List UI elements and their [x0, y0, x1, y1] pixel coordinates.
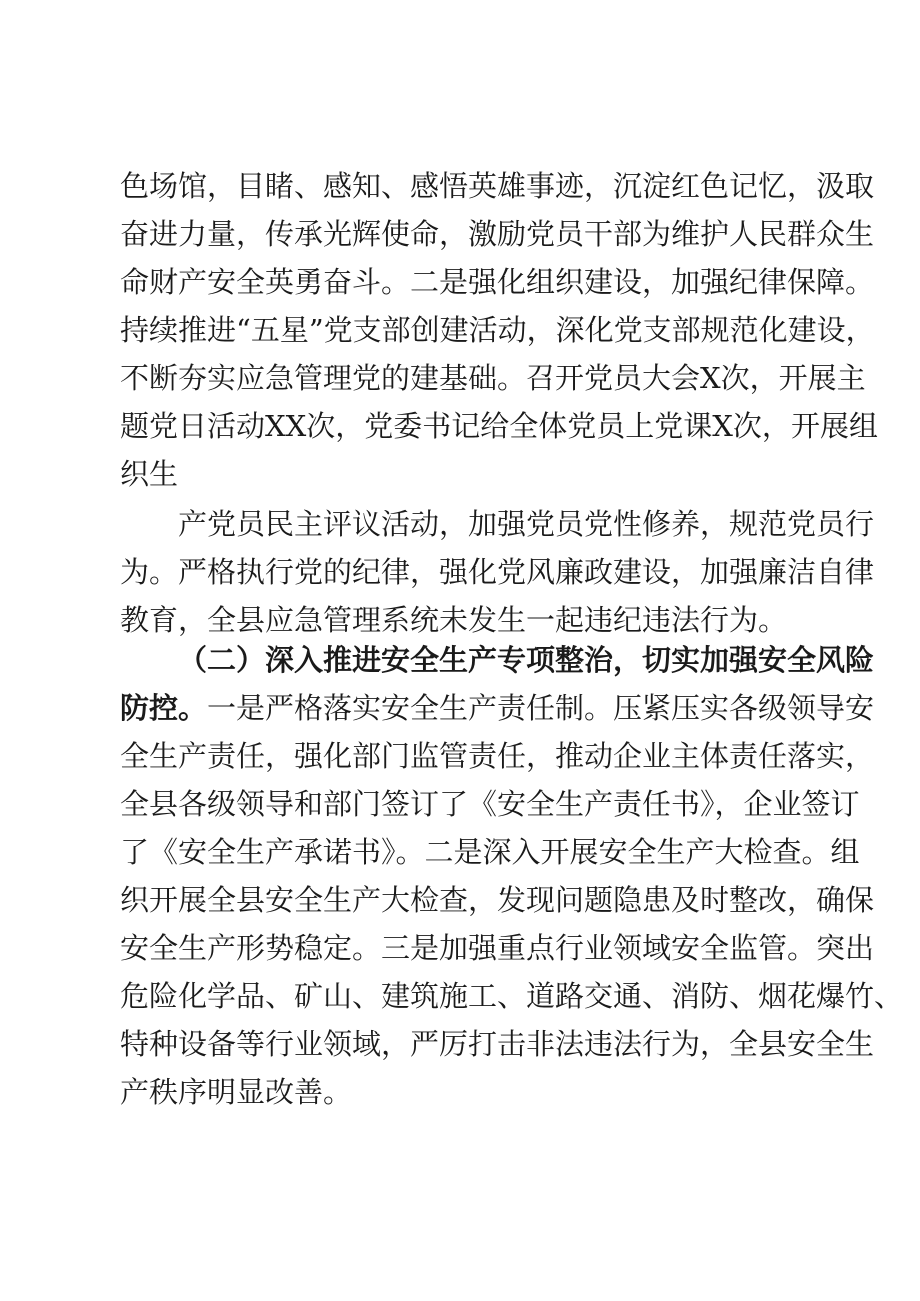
- paragraph-first-line: 产党员民主评议活动，加强党员党性修养，规范党员行: [178, 507, 875, 541]
- text-line: 安全生产形势稳定。三是加强重点行业领域安全监管。突出: [120, 931, 875, 965]
- text-line: 为。严格执行党的纪律，强化党风廉政建设，加强廉洁自律: [120, 555, 875, 589]
- text-line: 全生产责任，强化部门监管责任，推动企业主体责任落实，: [120, 739, 875, 773]
- text-line: 奋进力量，传承光辉使命，激励党员干部为维护人民群众生: [120, 217, 875, 251]
- text-line: 全县各级领导和部门签订了《安全生产责任书》，企业签订: [120, 787, 860, 821]
- text-segment: 一是严格落实安全生产责任制。压紧压实各级领导安: [207, 691, 875, 725]
- heading-continuation-line: [120, 685, 874, 731]
- text-line: 特种设备等行业领域，严厉打击非法违法行为，全县安全生: [120, 1027, 875, 1061]
- text-line: 色场馆，目睹、感知、感悟英雄事迹，沉淀红色记忆，汲取: [120, 169, 875, 203]
- text-line: 命财产安全英勇奋斗。二是强化组织建设，加强纪律保障。: [120, 265, 875, 299]
- text-line: 织开展全县安全生产大检查，发现问题隐患及时整改，确保: [120, 883, 875, 917]
- text-line: 织生: [120, 457, 179, 491]
- text-line: 持续推进“五星”党支部创建活动，深化党支部规范化建设，: [120, 313, 875, 347]
- text-line: 不断夯实应急管理党的建基础。召开党员大会X次，开展主: [120, 361, 866, 395]
- section-heading: （二）深入推进安全生产专项整治，切实加强安全风险: [178, 643, 875, 677]
- text-line: 题党日活动XX次，党委书记给全体党员上党课X次，开展组: [120, 409, 878, 443]
- text-line: 产秩序明显改善。: [120, 1075, 353, 1109]
- text-line: 危险化学品、矿山、建筑施工、道路交通、消防、烟花爆竹、: [120, 979, 904, 1013]
- text-line: 了《安全生产承诺书》。二是深入开展安全生产大检查。组: [120, 835, 860, 869]
- text-line: 教育，全县应急管理系统未发生一起违纪违法行为。: [120, 603, 788, 637]
- section-heading-end: 防控。: [120, 691, 208, 725]
